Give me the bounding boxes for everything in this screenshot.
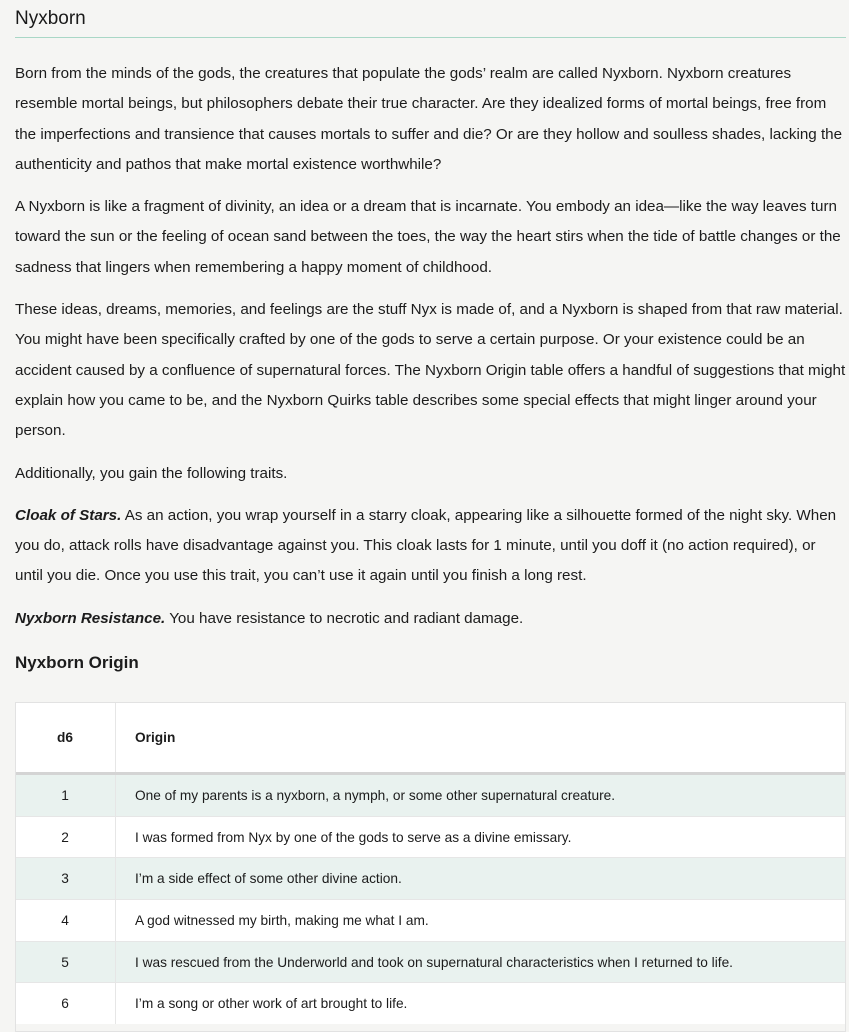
- table-row: [15, 816, 846, 858]
- trait-name: Cloak of Stars.: [15, 506, 122, 524]
- origin-cell: I’m a side effect of some other divine action.: [116, 858, 847, 900]
- origins-paragraph: These ideas, dreams, memories, and feelings are the stuff Nyx is made of, and a Nyxborn is shaped from that raw material. You might have been specifically crafted by one of the gods to serve a certain purpose. Or your existence could be an accident caused by a confluence of supernatural forces. The Nyxborn Origin table offers a handful of suggestions that might explain how you came to be, and the Nyxborn Quirks table describes some special effects that might linger around your person.: [15, 301, 846, 440]
- table-row: [15, 941, 846, 983]
- roll-cell: 6: [15, 983, 116, 1024]
- trait-description: As an action, you wrap yourself in a starry cloak, appearing like a silhouette formed of the night sky. When you do, attack rolls have disadvantage against you. This cloak lasts for 1 minute, until you doff it (no action required), or until you die. Once you use this trait, you can’t use it again until you finish a long rest.: [15, 506, 837, 585]
- column-header-d6: d6: [15, 702, 116, 774]
- origin-table-heading: Nyxborn Origin: [15, 653, 139, 672]
- trait-name: Nyxborn Resistance.: [15, 609, 166, 627]
- origin-cell: I was rescued from the Underworld and took on supernatural characteristics when I returned to life.: [116, 941, 847, 983]
- roll-cell: 1: [15, 774, 116, 817]
- table-row: [15, 983, 846, 1024]
- embodiment-paragraph: A Nyxborn is like a fragment of divinity, an idea or a dream that is incarnate. You embody an idea—like the way leaves turn toward the sun or the feeling of ocean sand between the toes, the way the heart stirs when the tide of battle changes or the sadness that lingers when remembering a happy moment of childhood.: [15, 198, 841, 276]
- table-row: [15, 858, 846, 900]
- column-header-origin: Origin: [116, 702, 847, 774]
- trait-cloak-of-stars: [15, 501, 847, 592]
- traits-intro-paragraph: Additionally, you gain the following traits.: [15, 464, 288, 482]
- table-row: [15, 774, 846, 817]
- table-row: [15, 900, 846, 942]
- origin-cell: I’m a song or other work of art brought to life.: [116, 983, 847, 1024]
- roll-cell: 5: [15, 941, 116, 983]
- roll-cell: 2: [15, 816, 116, 858]
- origin-table: [15, 702, 846, 1024]
- table-header-row: [15, 702, 846, 774]
- origin-cell: A god witnessed my birth, making me what I am.: [116, 900, 847, 942]
- page-title: Nyxborn: [15, 8, 86, 29]
- trait-description: You have resistance to necrotic and radiant damage.: [165, 609, 524, 627]
- origin-cell: I was formed from Nyx by one of the gods to serve as a divine emissary.: [116, 816, 847, 858]
- intro-paragraph: Born from the minds of the gods, the creatures that populate the gods’ realm are called Nyxborn. Nyxborn creatures resemble mortal beings, but philosophers debate their true character. Are they idealized forms of mortal beings, free from the imperfections and transience that causes mortals to suffer and die? Or are they hollow and soulless shades, lacking the authenticity and pathos that make mortal existence worthwhile?: [15, 65, 843, 173]
- title-divider: [15, 37, 846, 38]
- origin-cell: One of my parents is a nyxborn, a nymph, or some other supernatural creature.: [116, 774, 847, 817]
- trait-nyxborn-resistance: [15, 604, 847, 634]
- article-body: [15, 59, 847, 646]
- roll-cell: 4: [15, 900, 116, 942]
- roll-cell: 3: [15, 858, 116, 900]
